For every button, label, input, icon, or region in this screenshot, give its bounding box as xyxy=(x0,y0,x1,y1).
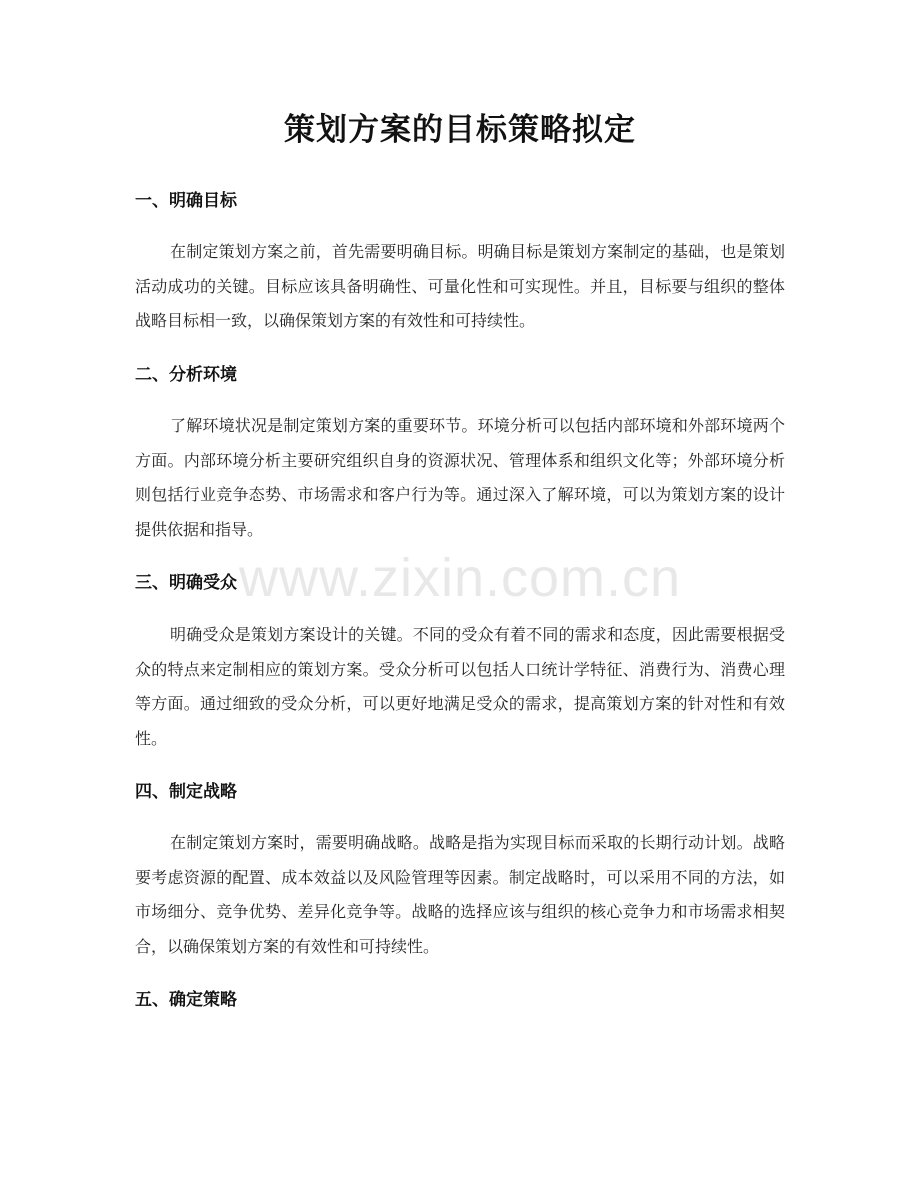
section-paragraph-4: 在制定策划方案时，需要明确战略。战略是指为实现目标而采取的长期行动计划。战略要考虑资源的配置、成本效益以及风险管理等因素。制定战略时，可以采用不同的方法，如市场细分、竞争优势、差异化竞争等。战略的选择应该与组织的核心竞争力和市场需求相契合，以确保策划方案的有效性和可持续性。 xyxy=(135,833,785,956)
section-heading-3: 三、明确受众 xyxy=(135,573,237,593)
section-heading-2: 二、分析环境 xyxy=(135,365,237,385)
section-heading-5: 五、确定策略 xyxy=(135,990,237,1010)
section-heading-1: 一、明确目标 xyxy=(135,191,237,211)
section-heading-4: 四、制定战略 xyxy=(135,782,237,802)
document-title: 策划方案的目标策略拟定 xyxy=(284,112,636,148)
watermark-text: www.zixin.com.cn xyxy=(238,548,682,608)
section-paragraph-3: 明确受众是策划方案设计的关键。不同的受众有着不同的需求和态度，因此需要根据受众的特点来定制相应的策划方案。受众分析可以包括人口统计学特征、消费行为、消费心理等方面。通过细致的受众分析，可以更好地满足受众的需求，提高策划方案的针对性和有效性。 xyxy=(135,625,785,748)
section-paragraph-1: 在制定策划方案之前，首先需要明确目标。明确目标是策划方案制定的基础，也是策划活动成功的关键。目标应该具备明确性、可量化性和可实现性。并且，目标要与组织的整体战略目标相一致，以确保策划方案的有效性和可持续性。 xyxy=(135,242,785,330)
section-paragraph-2: 了解环境状况是制定策划方案的重要环节。环境分析可以包括内部环境和外部环境两个方面。内部环境分析主要研究组织自身的资源状况、管理体系和组织文化等；外部环境分析则包括行业竞争态势、市场需求和客户行为等。通过深入了解环境，可以为策划方案的设计提供依据和指导。 xyxy=(135,416,785,539)
